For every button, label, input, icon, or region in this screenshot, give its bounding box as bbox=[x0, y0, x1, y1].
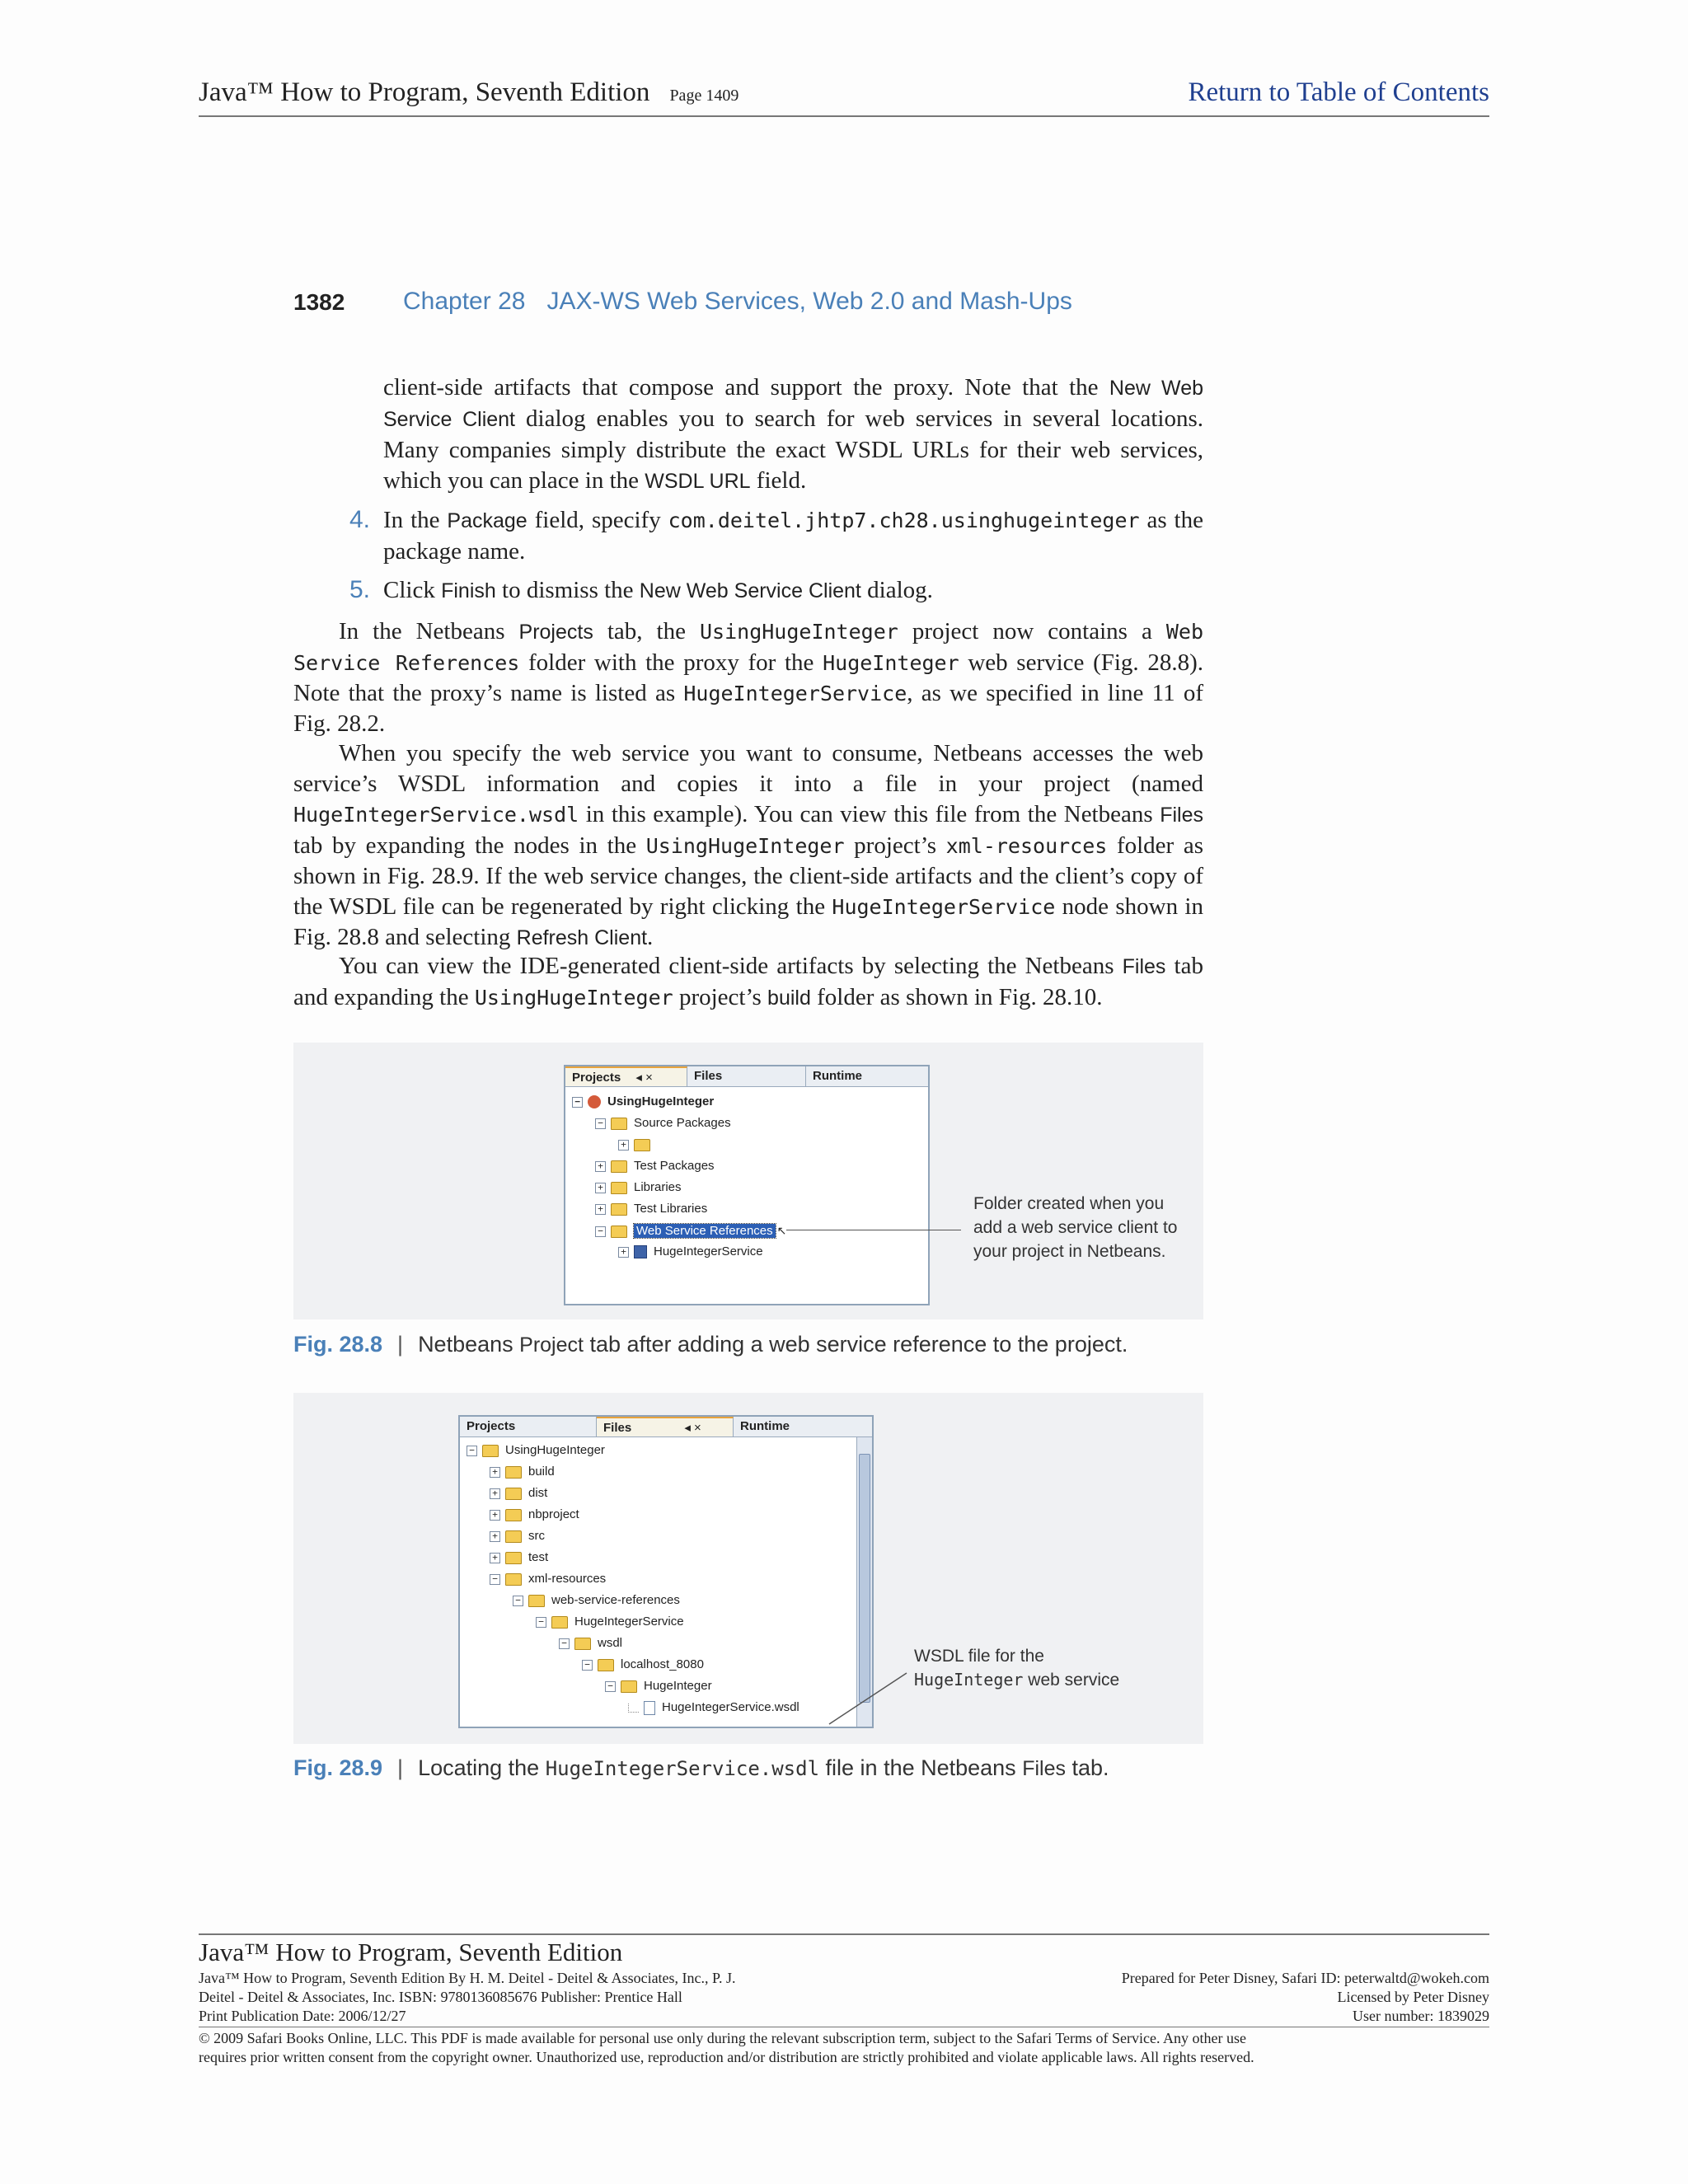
tab-runtime[interactable]: Runtime bbox=[740, 1419, 790, 1433]
list-item-4: In the Package field, specify com.deitel.jhtp7.ch28.usinghugeinteger as the package name. bbox=[383, 507, 1203, 565]
tab-files[interactable]: Files ◂ × bbox=[597, 1417, 734, 1436]
tree-node[interactable]: − HugeIntegerService bbox=[536, 1611, 684, 1633]
fig-28-9-callout: WSDL file for the HugeInteger web service bbox=[914, 1647, 1120, 1690]
fig-28-9-caption: Fig. 28.9 | Locating the HugeIntegerService.wsdl file in the Netbeans Files tab. bbox=[293, 1755, 1109, 1780]
collapse-icon[interactable]: − bbox=[467, 1446, 477, 1456]
tree-node[interactable]: − UsingHugeInteger bbox=[467, 1440, 605, 1461]
files-window bbox=[458, 1415, 874, 1728]
tree-node-web-service-references[interactable] bbox=[595, 1220, 786, 1241]
folder-icon bbox=[611, 1182, 627, 1194]
running-head-page-number: 1382 bbox=[293, 289, 345, 315]
folder-icon bbox=[505, 1530, 522, 1543]
paragraph-3: When you specify the web service you want to consume, Netbeans accesses the web service’s WSDL information and copies it into a file in your project (named HugeIntegerService.wsdl in this example). You can view this file from the Netbeans Files tab by expanding the nodes in the UsingHugeInteger project’s xml-resources folder as shown in Fig. 28.9. If the web service changes, the client-side artifacts and the client’s copy of the WSDL file can be regenerated by right clicking the HugeIntegerService node shown in Fig. 28.8 and selecting Refresh Client. bbox=[293, 740, 1204, 950]
tab-runtime[interactable]: Runtime bbox=[813, 1069, 862, 1083]
paragraph-2: In the Netbeans Projects tab, the UsingHugeInteger project now contains a Web Service References folder with the proxy for the HugeInteger web service (Fig. 28.8). Note that the proxy’s name is listed as HugeIntegerService, as we specified in line 11 of Fig. 28.2. bbox=[293, 618, 1203, 737]
folder-icon bbox=[505, 1466, 522, 1479]
wsdl-file-icon bbox=[644, 1701, 655, 1715]
package-icon bbox=[634, 1139, 650, 1151]
tree-node[interactable]: + dist bbox=[490, 1483, 547, 1504]
footer-copyright: © 2009 Safari Books Online, LLC. This PDF is made available for personal use only during the relevant subscription term, subject to the Safari Terms of Service. Any other use requires prior written consent from the copyright owner. Unauthorized use, reproduction and/or distribution are strictly prohibited and violate applicable laws. All rights reserved. bbox=[199, 2030, 1254, 2065]
footer-line-3: Print Publication Date: 2006/12/27 bbox=[199, 2008, 406, 2024]
tree-node[interactable]: + Test Libraries bbox=[595, 1198, 707, 1220]
expand-icon[interactable]: + bbox=[490, 1467, 500, 1478]
running-head-chapter bbox=[403, 288, 1072, 316]
tree-node[interactable]: − Source Packages bbox=[595, 1113, 731, 1134]
chapter-label: Chapter 28 bbox=[403, 288, 526, 315]
expand-icon[interactable]: + bbox=[490, 1510, 500, 1521]
folder-icon bbox=[505, 1573, 522, 1586]
folder-icon bbox=[505, 1488, 522, 1500]
expand-icon[interactable]: + bbox=[490, 1488, 500, 1499]
folder-icon bbox=[611, 1118, 627, 1130]
header-book-title bbox=[199, 77, 738, 108]
book-title: Java™ How to Program, Seventh Edition bbox=[199, 77, 650, 107]
toc-link[interactable]: Return to Table of Contents bbox=[1188, 77, 1489, 107]
expand-icon[interactable]: + bbox=[595, 1183, 606, 1193]
tab-projects[interactable]: Projects bbox=[460, 1417, 597, 1436]
header-rule bbox=[199, 115, 1489, 117]
tree-node[interactable]: − UsingHugeInteger bbox=[572, 1091, 714, 1113]
folder-icon bbox=[551, 1616, 568, 1629]
tree-connector bbox=[628, 1704, 639, 1713]
tab-close-icon[interactable]: ◂ × bbox=[635, 1071, 653, 1085]
tree-node[interactable]: + src bbox=[490, 1526, 545, 1547]
footer-line-2: Deitel - Deitel & Associates, Inc. ISBN: 9780136085676 Publisher: Prentice Hall bbox=[199, 1989, 682, 2005]
tree-node[interactable]: − web-service-references bbox=[513, 1590, 680, 1611]
selected-label[interactable]: Web Service References bbox=[634, 1224, 776, 1238]
tab-bar bbox=[460, 1417, 872, 1437]
list-item-4-number: 4. bbox=[349, 506, 371, 533]
footer-licensed-by: Licensed by Peter Disney bbox=[1337, 1989, 1489, 2005]
tree-node-wsdl-file[interactable]: HugeIntegerService.wsdl bbox=[628, 1697, 799, 1718]
collapse-icon[interactable]: − bbox=[595, 1226, 606, 1237]
tree-node[interactable]: − localhost_8080 bbox=[582, 1654, 704, 1675]
folder-icon bbox=[598, 1659, 614, 1671]
folder-icon bbox=[611, 1226, 627, 1238]
tree-node[interactable]: + Libraries bbox=[595, 1177, 682, 1198]
project-icon bbox=[588, 1095, 601, 1108]
folder-icon bbox=[505, 1509, 522, 1521]
tree-node[interactable]: − HugeInteger bbox=[605, 1675, 712, 1697]
folder-icon bbox=[528, 1595, 545, 1607]
expand-icon[interactable]: + bbox=[595, 1161, 606, 1172]
expand-icon[interactable]: + bbox=[618, 1247, 629, 1258]
paragraph-4: You can view the IDE-generated client-side artifacts by selecting the Netbeans Files tab and expanding the UsingHugeInteger project’s build folder as shown in Fig. 28.10. bbox=[293, 953, 1203, 1010]
tab-files[interactable]: Files bbox=[687, 1066, 806, 1086]
tab-projects[interactable]: Projects ◂ × bbox=[565, 1066, 687, 1086]
tree-node[interactable]: + build bbox=[490, 1461, 555, 1483]
footer-rule bbox=[199, 1933, 1489, 1935]
tree-node[interactable]: + Test Packages bbox=[595, 1155, 715, 1177]
collapse-icon[interactable]: − bbox=[595, 1118, 606, 1129]
tree-node[interactable]: + test bbox=[490, 1547, 548, 1568]
folder-icon bbox=[505, 1552, 522, 1564]
collapse-icon[interactable]: − bbox=[605, 1681, 616, 1692]
fig-28-9-callout-line bbox=[824, 1665, 915, 1731]
footer-line-1: Java™ How to Program, Seventh Edition By H. M. Deitel - Deitel & Associates, Inc., P. J. bbox=[199, 1970, 736, 1986]
collapse-icon[interactable]: − bbox=[572, 1097, 583, 1108]
list-item-5: Click Finish to dismiss the New Web Service Client dialog. bbox=[383, 577, 933, 603]
list-item-5-number: 5. bbox=[349, 576, 371, 603]
collapse-icon[interactable]: − bbox=[559, 1638, 570, 1649]
tree-node[interactable] bbox=[618, 1134, 657, 1155]
fig-28-8-caption: Fig. 28.8 | Netbeans Project tab after adding a web service reference to the project. bbox=[293, 1332, 1128, 1357]
folder-icon bbox=[621, 1680, 637, 1693]
folder-icon bbox=[611, 1203, 627, 1216]
collapse-icon[interactable]: − bbox=[582, 1660, 593, 1671]
collapse-icon[interactable]: − bbox=[536, 1617, 546, 1628]
folder-icon bbox=[482, 1445, 499, 1457]
expand-icon[interactable]: + bbox=[490, 1553, 500, 1563]
tree-node[interactable]: + nbproject bbox=[490, 1504, 579, 1526]
projects-window bbox=[564, 1065, 930, 1305]
footer-prepared-for: Prepared for Peter Disney, Safari ID: peterwaltd@wokeh.com bbox=[1121, 1970, 1489, 1986]
paragraph-1: client-side artifacts that compose and support the proxy. Note that the New Web Service Client dialog enables you to search for web services in several locations. Many companies simply distribute the exact WSDL URLs for their web services, which you can place in the WSDL URL field. bbox=[383, 374, 1203, 494]
tree-node[interactable]: + HugeIntegerService bbox=[618, 1241, 763, 1263]
fig-28-8-callout: Folder created when you add a web service client to your project in Netbeans. bbox=[973, 1194, 1178, 1261]
expand-icon[interactable]: + bbox=[618, 1140, 629, 1151]
folder-icon bbox=[611, 1160, 627, 1173]
tree-node[interactable]: − xml-resources bbox=[490, 1568, 606, 1590]
collapse-icon[interactable]: − bbox=[490, 1574, 500, 1585]
expand-icon[interactable]: + bbox=[595, 1204, 606, 1215]
mouse-cursor-icon: ↖ bbox=[776, 1224, 787, 1237]
web-service-icon bbox=[634, 1245, 647, 1258]
footer-user-number: User number: 1839029 bbox=[1353, 2008, 1489, 2024]
collapse-icon[interactable]: − bbox=[513, 1596, 523, 1606]
tab-bar bbox=[565, 1066, 928, 1087]
chapter-title: JAX-WS Web Services, Web 2.0 and Mash-Ups bbox=[546, 288, 1072, 315]
folder-icon bbox=[574, 1638, 591, 1650]
footer-book-title: Java™ How to Program, Seventh Edition bbox=[199, 1938, 623, 1966]
tab-close-icon[interactable]: ◂ × bbox=[684, 1421, 701, 1435]
expand-icon[interactable]: + bbox=[490, 1531, 500, 1542]
tree-node[interactable]: − wsdl bbox=[559, 1633, 622, 1654]
page-label: Page 1409 bbox=[669, 87, 739, 105]
